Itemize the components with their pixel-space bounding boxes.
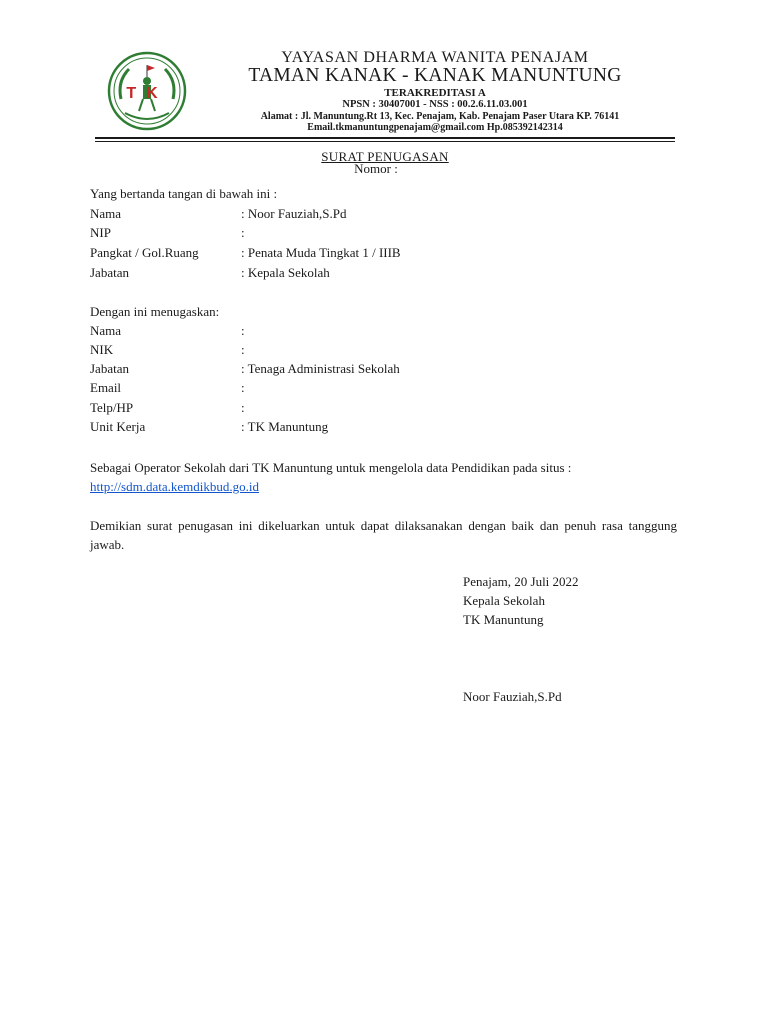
document-title: SURAT PENUGASAN: [321, 149, 449, 164]
purpose-text: Sebagai Operator Sekolah dari TK Manuntung untuk mengelola data Pendidikan pada situs :: [90, 460, 572, 475]
assignee-phone-value: :: [241, 400, 245, 415]
foundation-name: YAYASAN DHARMA WANITA PENAJAM: [281, 49, 589, 66]
signature-institution: TK Manuntung: [463, 612, 544, 627]
signer-position-label: Jabatan: [90, 265, 129, 280]
assignee-name-value: :: [241, 323, 245, 338]
assignee-nik-value: :: [241, 342, 245, 357]
assignee-unit-label: Unit Kerja: [90, 419, 146, 434]
website-link[interactable]: http://sdm.data.kemdikbud.go.id: [90, 479, 259, 494]
assignee-name-label: Nama: [90, 323, 122, 338]
school-name: TAMAN KANAK - KANAK MANUNTUNG: [248, 65, 622, 86]
assignee-phone-label: Telp/HP: [90, 400, 134, 415]
closing-paragraph: Demikian surat penugasan ini dikeluarkan untuk dapat dilaksanakan dengan baik dan penuh rasa tanggung jawab.: [90, 518, 677, 552]
signer-rank-label: Pangkat / Gol.Ruang: [90, 245, 199, 260]
npsn-nss: NPSN : 30407001 - NSS : 00.2.6.11.03.001: [342, 99, 528, 110]
document-number: Nomor :: [354, 161, 398, 176]
signature-name: Noor Fauziah,S.Pd: [463, 689, 562, 704]
signer-nip-label: NIP: [90, 225, 111, 240]
assignee-position-label: Jabatan: [90, 361, 129, 376]
letterhead-divider: [95, 137, 675, 139]
assign-intro: Dengan ini menugaskan:: [90, 304, 220, 319]
signer-name-label: Nama: [90, 206, 122, 221]
email-phone: Email.tkmanuntungpenajam@gmail.com Hp.085392142314: [307, 122, 563, 133]
signer-rank-value: : Penata Muda Tingkat 1 / IIIB: [241, 245, 401, 260]
signature-position: Kepala Sekolah: [463, 593, 545, 608]
school-logo: [107, 51, 187, 131]
signer-intro: Yang bertanda tangan di bawah ini :: [90, 186, 278, 201]
assignee-email-value: :: [241, 380, 245, 395]
assignee-position-value: : Tenaga Administrasi Sekolah: [241, 361, 400, 376]
signer-name-value: : Noor Fauziah,S.Pd: [241, 206, 347, 221]
signature-place-date: Penajam, 20 Juli 2022: [463, 574, 579, 589]
address: Alamat : Jl. Manuntung.Rt 13, Kec. Penajam, Kab. Penajam Paser Utara KP. 76141: [260, 111, 620, 122]
accreditation: TERAKREDITASI A: [384, 87, 486, 99]
assignee-unit-value: : TK Manuntung: [241, 419, 329, 434]
letterhead-divider-thin: [95, 141, 675, 142]
assignee-nik-label: NIK: [90, 342, 114, 357]
purpose-paragraph: [90, 458, 677, 496]
logo-letters: TK: [126, 85, 168, 102]
signer-position-value: : Kepala Sekolah: [241, 265, 330, 280]
assignee-email-label: Email: [90, 380, 122, 395]
signer-nip-value: :: [241, 225, 245, 240]
